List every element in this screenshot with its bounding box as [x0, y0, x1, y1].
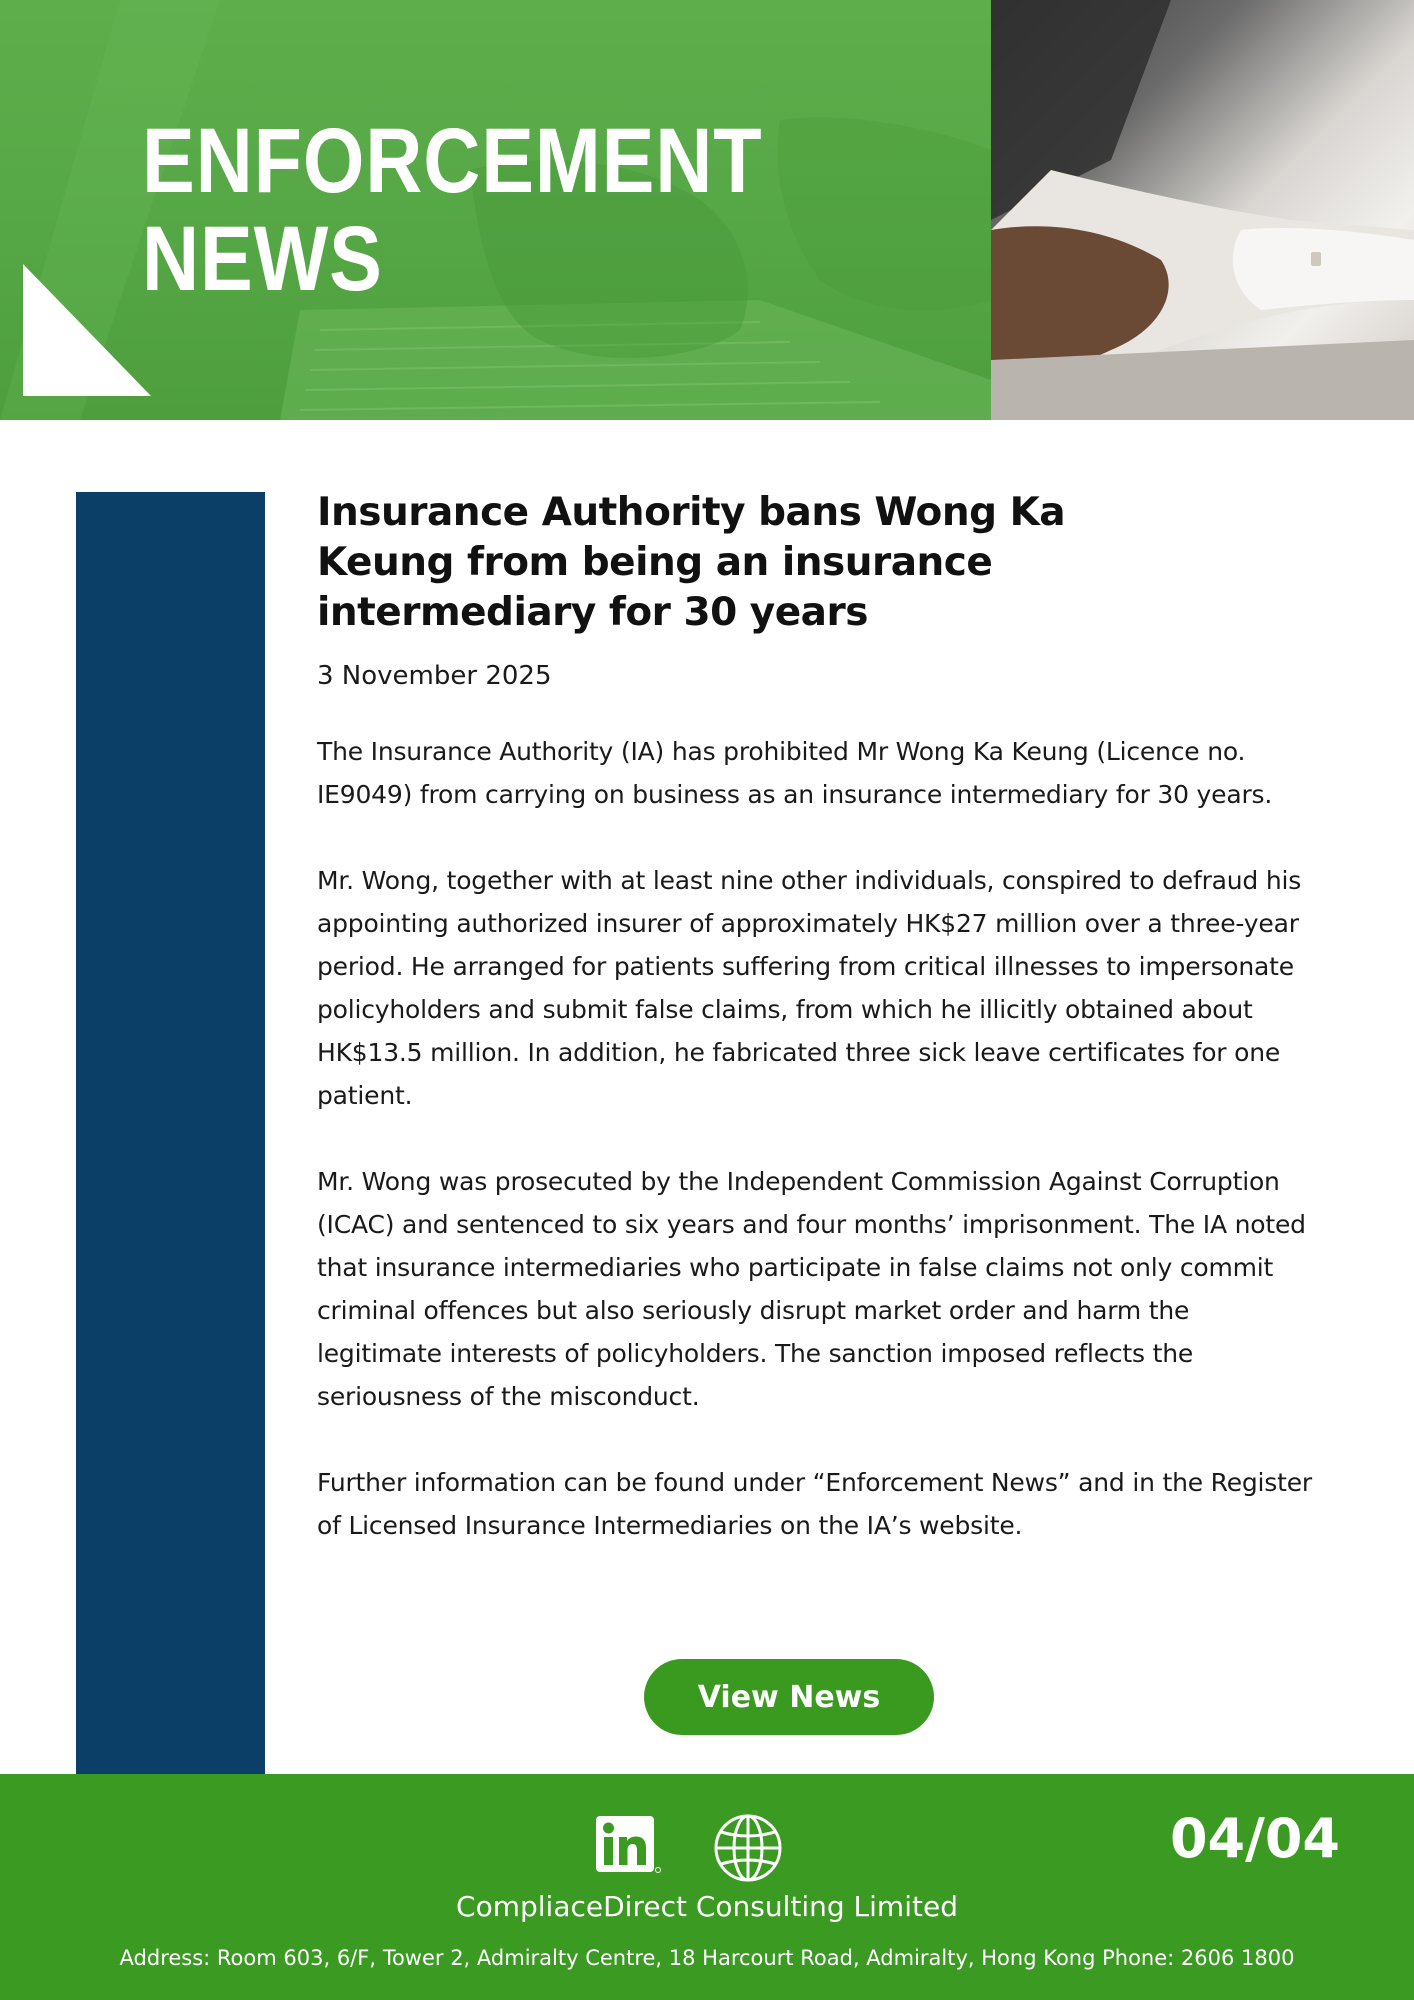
- header-banner: [0, 0, 1414, 420]
- article-paragraph: Further information can be found under “Enforcement News” and in the Register of Licensed Insurance Intermediaries on the IA’s website.: [317, 1468, 1312, 1540]
- view-news-button[interactable]: View News: [644, 1659, 934, 1735]
- article-title: Insurance Authority bans Wong Ka Keung from being an insurance intermediary for 30 years: [317, 490, 1066, 635]
- navy-side-bar: [76, 492, 265, 1775]
- banner-title-line1: ENFORCEMENT: [142, 110, 763, 212]
- globe-icon[interactable]: [713, 1813, 783, 1883]
- banner-photo: [991, 0, 1414, 420]
- page-number: 04/04: [1169, 1807, 1340, 1870]
- decorative-triangle-icon: [23, 264, 151, 396]
- footer: [0, 1774, 1414, 2000]
- banner-title-line2: NEWS: [142, 208, 383, 310]
- company-name: CompliaceDirect Consulting Limited: [456, 1890, 958, 1923]
- linkedin-icon[interactable]: [596, 1816, 662, 1876]
- article-date: 3 November 2025: [317, 661, 552, 691]
- article: [317, 488, 1317, 1590]
- typing-hand-image: [991, 0, 1414, 420]
- banner-title: [142, 112, 762, 308]
- company-address: Address: Room 603, 6/F, Tower 2, Admiralty Centre, 18 Harcourt Road, Admiralty, Hong Kong Phone: 2606 1800: [119, 1946, 1295, 1970]
- article-paragraph: Mr. Wong was prosecuted by the Independent Commission Against Corruption (ICAC) and sentenced to six years and four months’ imprisonment. The IA noted that insurance intermediaries who participate in false claims not only commit criminal offences but also seriously disrupt market order and harm the legitimate interests of policyholders. The sanction imposed reflects the seriousness of the misconduct.: [317, 1167, 1306, 1411]
- article-paragraph: Mr. Wong, together with at least nine other individuals, conspired to defraud his appointing authorized insurer of approximately HK$27 million over a three-year period. He arranged for patients suffering from critical illnesses to impersonate policyholders and submit false claims, from which he illicitly obtained about HK$13.5 million. In addition, he fabricated three sick leave certificates for one patient.: [317, 866, 1302, 1110]
- article-body: [317, 730, 1317, 1547]
- article-paragraph: The Insurance Authority (IA) has prohibited Mr Wong Ka Keung (Licence no. IE9049) from carrying on business as an insurance intermediary for 30 years.: [317, 737, 1273, 809]
